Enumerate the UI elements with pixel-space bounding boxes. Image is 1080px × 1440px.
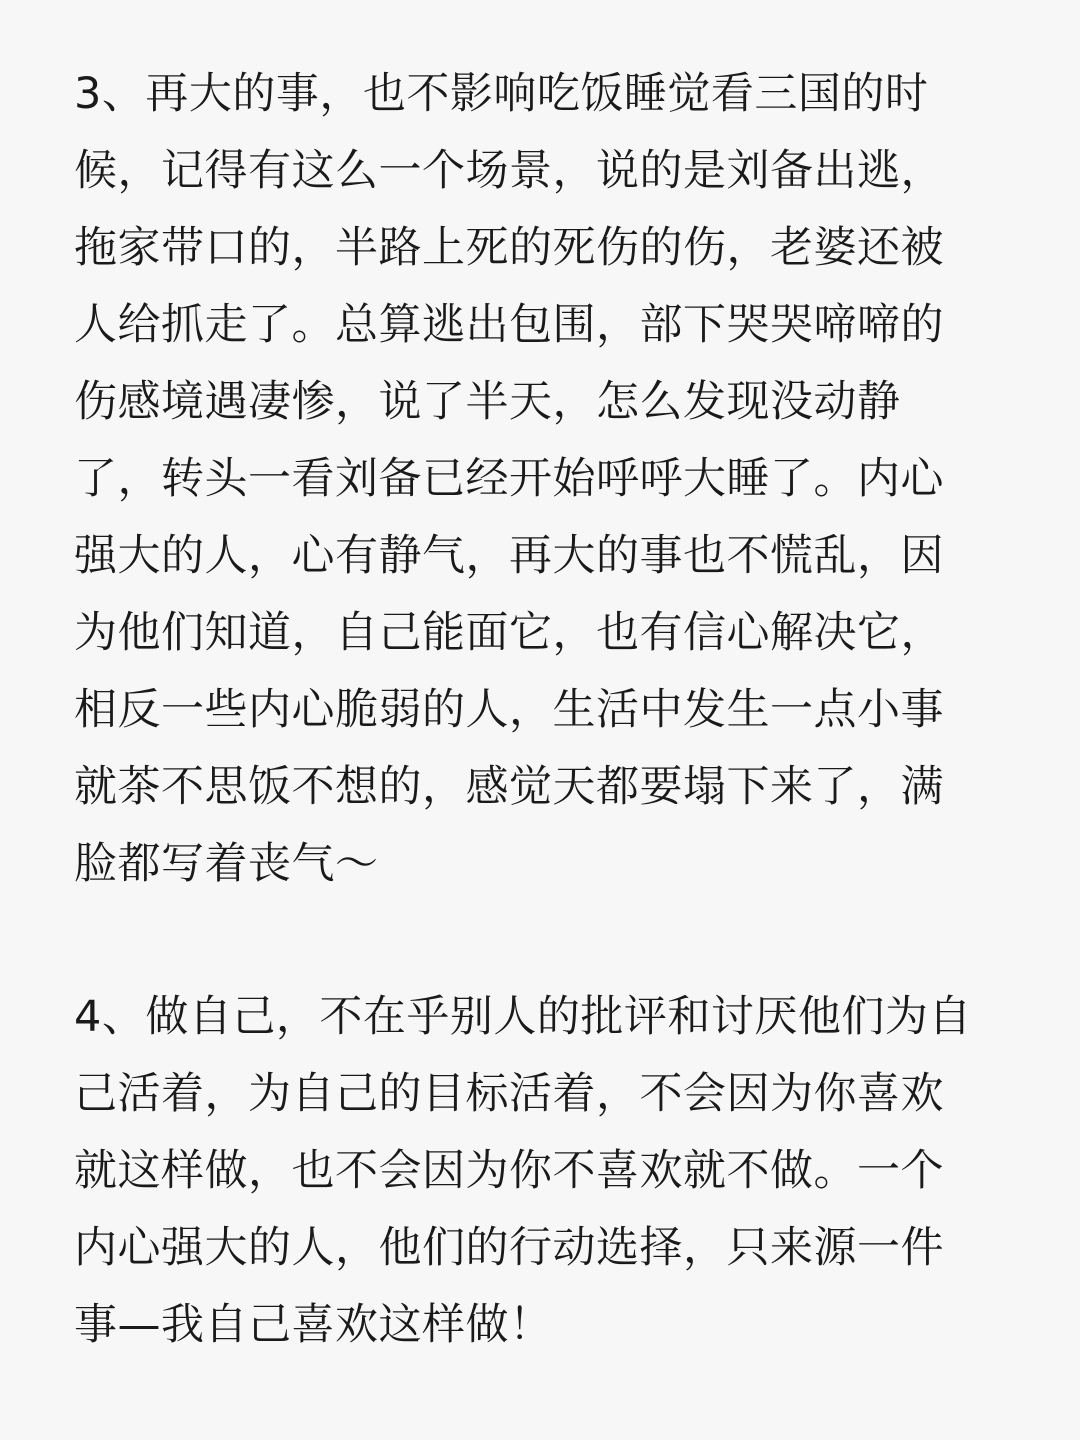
text-line: 就这样做，也不会因为你不喜欢就不做。一个 bbox=[74, 1146, 944, 1196]
text-line: 人给抓走了。总算逃出包围，部下哭哭啼啼的 bbox=[74, 300, 944, 350]
text-line: 了，转头一看刘备已经开始呼呼大睡了。内心 bbox=[74, 454, 944, 504]
text-line: 候，记得有这么一个场景，说的是刘备出逃， bbox=[74, 146, 944, 196]
text-line: 拖家带口的，半路上死的死伤的伤，老婆还被 bbox=[74, 223, 944, 273]
text-line: 相反一些内心脆弱的人，生活中发生一点小事 bbox=[74, 685, 944, 735]
text-line: 3、再大的事，也不影响吃饭睡觉看三国的时 bbox=[74, 69, 929, 119]
text-line: 事—我自己喜欢这样做！ bbox=[74, 1300, 553, 1350]
paragraph-point-4 bbox=[74, 979, 1034, 1364]
text-line: 伤感境遇凄惨，说了半天，怎么发现没动静 bbox=[74, 377, 901, 427]
paragraph-point-3 bbox=[74, 56, 1034, 903]
text-line: 4、做自己，不在乎别人的批评和讨厌他们为自 bbox=[74, 992, 972, 1042]
text-line: 己活着，为自己的目标活着，不会因为你喜欢 bbox=[74, 1069, 944, 1119]
text-line: 为他们知道，自己能面它，也有信心解决它， bbox=[74, 608, 944, 658]
text-line: 就茶不思饭不想的，感觉天都要塌下来了，满 bbox=[74, 762, 944, 812]
text-line: 强大的人，心有静气，再大的事也不慌乱，因 bbox=[74, 531, 944, 581]
text-line: 内心强大的人，他们的行动选择，只来源一件 bbox=[74, 1223, 944, 1273]
text-line: 脸都写着丧气～ bbox=[74, 839, 379, 889]
